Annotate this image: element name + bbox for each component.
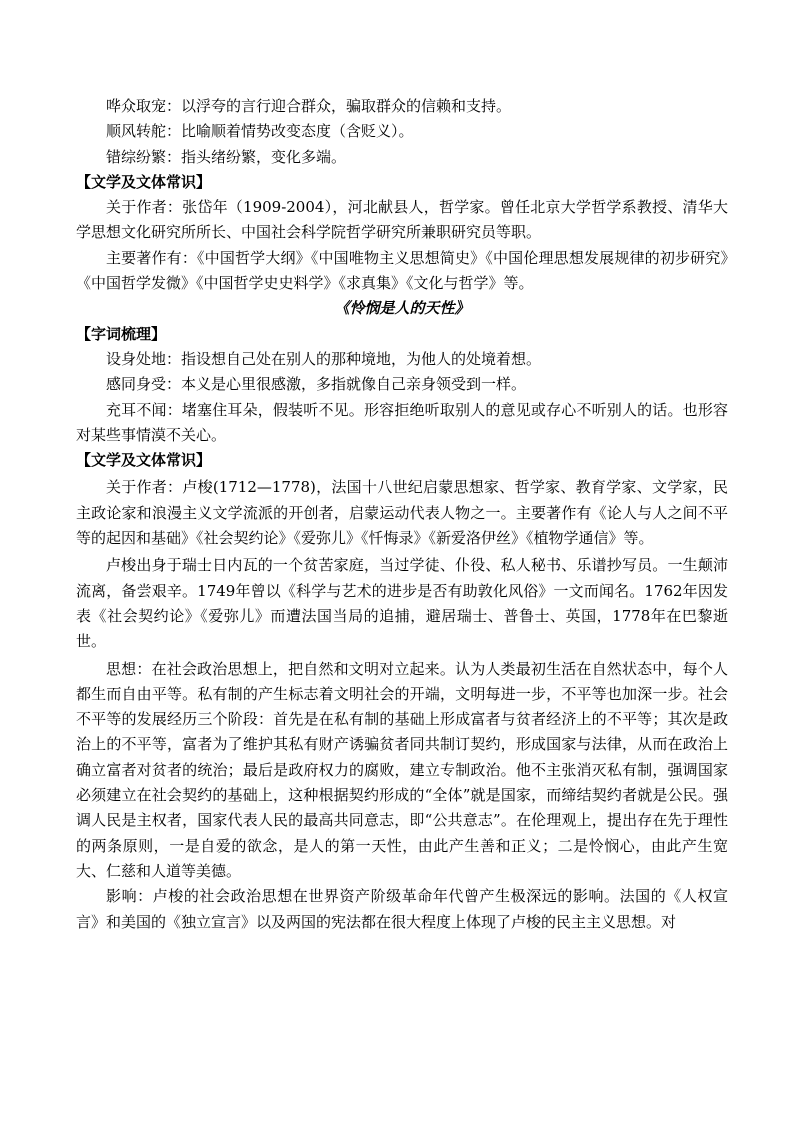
term-gan-tong-shen-shou: 感同身受：本义是心里很感激，多指就像自己亲身领受到一样。: [106, 375, 527, 394]
author-intro-zhang-dainian: 关于作者：张岱年（1909-2004），河北献县人，哲学家。曾任北京大学哲学系教授、清华大学思想文化研究所所长、中国社会科学院哲学研究所兼职研究员等职。: [76, 198, 728, 242]
works-zhang-dainian: 主要著作有：《中国哲学大纲》《中国唯物主义思想简史》《中国伦理思想发展规律的初步研究》《中国哲学发微》《中国哲学史史料学》《求真集》《文化与哲学》等。: [76, 248, 728, 293]
term-chong-er-bu-wen: 充耳不闻：堵塞住耳朵，假装听不见。形容拒绝听取别人的意见或存心不听别人的话。也形容对某些事情漠不关心。: [76, 400, 728, 444]
influence-rousseau: 影响：卢梭的社会政治思想在世界资产阶级革命年代曾产生极深远的影响。法国的《人权宣言》和美国的《独立宣言》以及两国的宪法都在很大程度上体现了卢梭的民主主义思想。对: [76, 887, 728, 931]
term-shun-feng-zhuan-duo: 顺风转舵：比喻顺着情势改变态度（含贬义）。: [106, 122, 414, 141]
term-hua-zhong-qu-chong: 哗众取宠：以浮夸的言行迎合群众，骗取群众的信赖和支持。: [106, 97, 512, 115]
article-title: 《怜悯是人的天性》: [334, 299, 470, 318]
document-page: [76, 94, 728, 935]
biography-rousseau: 卢梭出身于瑞士日内瓦的一个贫苦家庭，当过学徒、仆役、私人秘书、乐谱抄写员。一生颠沛流离，备尝艰辛。1749年曾以《科学与艺术的进步是否有助敦化风俗》一文而闻名。1762年因发表《社会契约论》《爱弥儿》而遭法国当局的追捕，避居瑞士、普鲁士、英国，1778年在巴黎逝世。: [76, 556, 728, 651]
term-cuo-zong-fen-fan: 错综纷繁：指头绪纷繁，变化多端。: [106, 147, 347, 166]
section-heading-vocabulary: 【字词梳理】: [76, 324, 167, 343]
author-intro-rousseau: 关于作者：卢梭(1712—1778)，法国十八世纪启蒙思想家、哲学家、教育学家、文学家，民主政论家和浪漫主义文学流派的开创者，启蒙运动代表人物之一。主要著作有《论人与人之间不平等的起因和基础》《社会契约论》《爱弥儿》《忏悔录》《新爱洛伊丝》《植物学通信》等。: [76, 478, 728, 548]
term-she-shen-chu-di: 设身处地：指设想自己处在别人的那种境地，为他人的处境着想。: [106, 349, 542, 368]
section-heading-literature-1: 【文学及文体常识】: [76, 172, 212, 191]
section-heading-literature-2: 【文学及文体常识】: [76, 451, 212, 470]
thought-rousseau: 思想：在社会政治思想上，把自然和文明对立起来。认为人类最初生活在自然状态中，每个人都生而自由平等。私有制的产生标志着文明社会的开端，文明每进一步，不平等也加深一步。社会不平等的发展经历三个阶段：首先是在私有制的基础上形成富者与贫者经济上的不平等；其次是政治上的不平等，富者为了维护其私有财产诱骗贫者同共制订契约，形成国家与法律，从而在政治上确立富者对贫者的统治；最后是政府权力的腐败，建立专制政治。他不主张消灭私有制，强调国家必须建立在社会契约的基础上，这种根据契约形成的“全体”就是国家，而缔结契约者就是公民。强调人民是主权者，国家代表人民的最高共同意志，即“公共意志”。在伦理观上，提出存在先于理性的两条原则，一是自爱的欲念，是人的第一天性，由此产生善和正义；二是怜悯心，由此产生宽大、仁慈和人道等美德。: [76, 659, 728, 880]
